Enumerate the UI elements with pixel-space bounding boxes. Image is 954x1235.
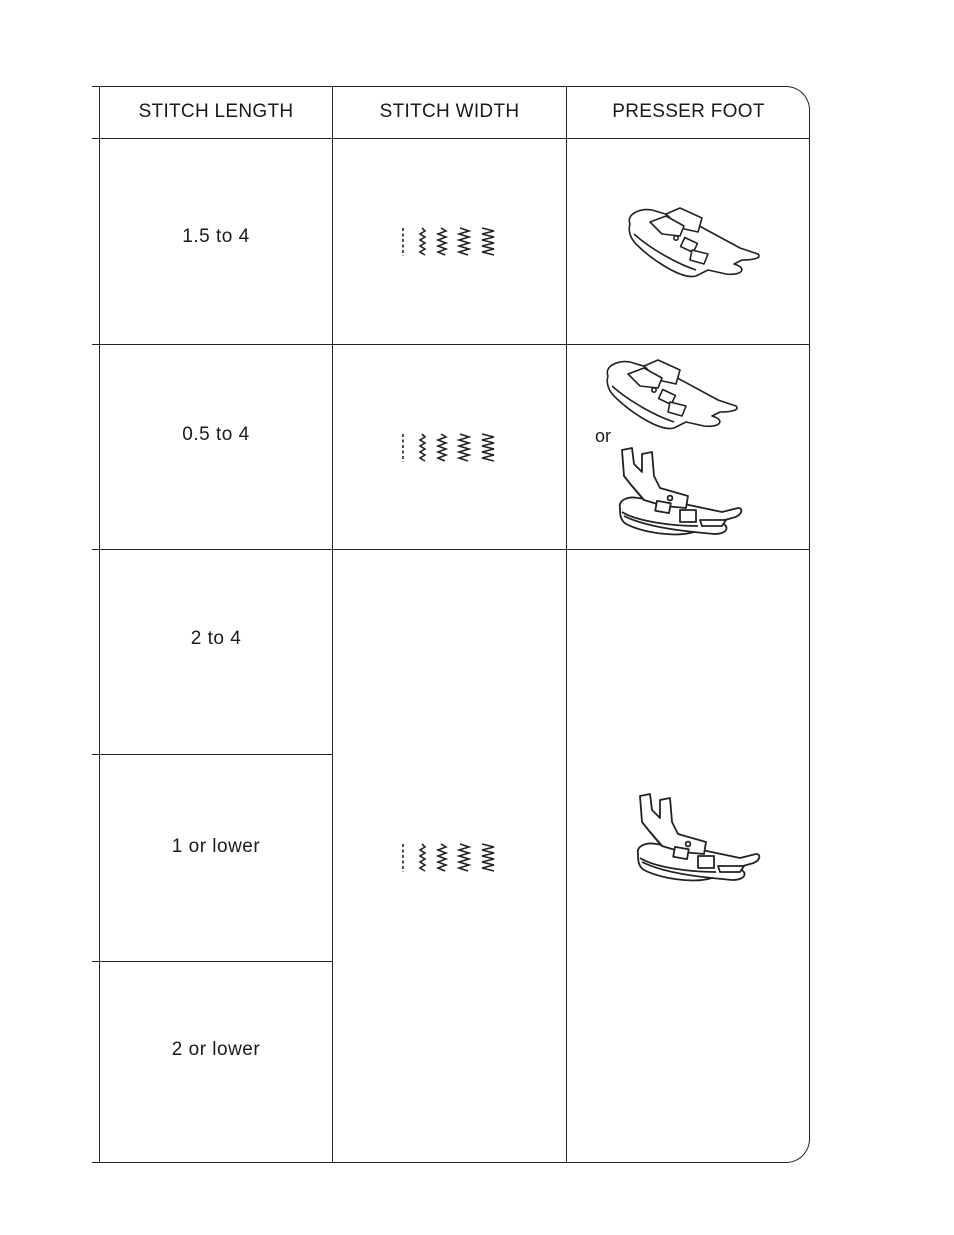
bottom-stub — [92, 1162, 100, 1163]
zigzag-foot-icon — [600, 352, 742, 438]
stitch-length-row-1: 1.5 to 4 — [182, 225, 250, 247]
zigzag-foot-icon — [622, 200, 764, 286]
stitch-length-row-4: 1 or lower — [171, 835, 261, 857]
or-label: or — [595, 426, 612, 446]
satin-foot-icon — [632, 792, 764, 894]
zigzag-width-icon — [398, 226, 502, 258]
header-presser-foot: PRESSER FOOT — [612, 101, 765, 122]
satin-foot-icon — [614, 446, 746, 548]
col-divider-1 — [332, 86, 333, 1163]
zigzag-width-icon — [398, 432, 502, 464]
header-stitch-length: STITCH LENGTH — [138, 101, 294, 122]
stitch-length-row-5: 2 or lower — [171, 1039, 261, 1060]
stitch-length-row-2: 0.5 to 4 — [182, 424, 250, 445]
top-stub — [92, 86, 100, 87]
zigzag-width-icon — [398, 842, 502, 874]
stitch-length-row-3: 2 to 4 — [190, 628, 242, 649]
header-stitch-width: STITCH WIDTH — [379, 101, 520, 122]
col-divider-2 — [566, 86, 567, 1163]
